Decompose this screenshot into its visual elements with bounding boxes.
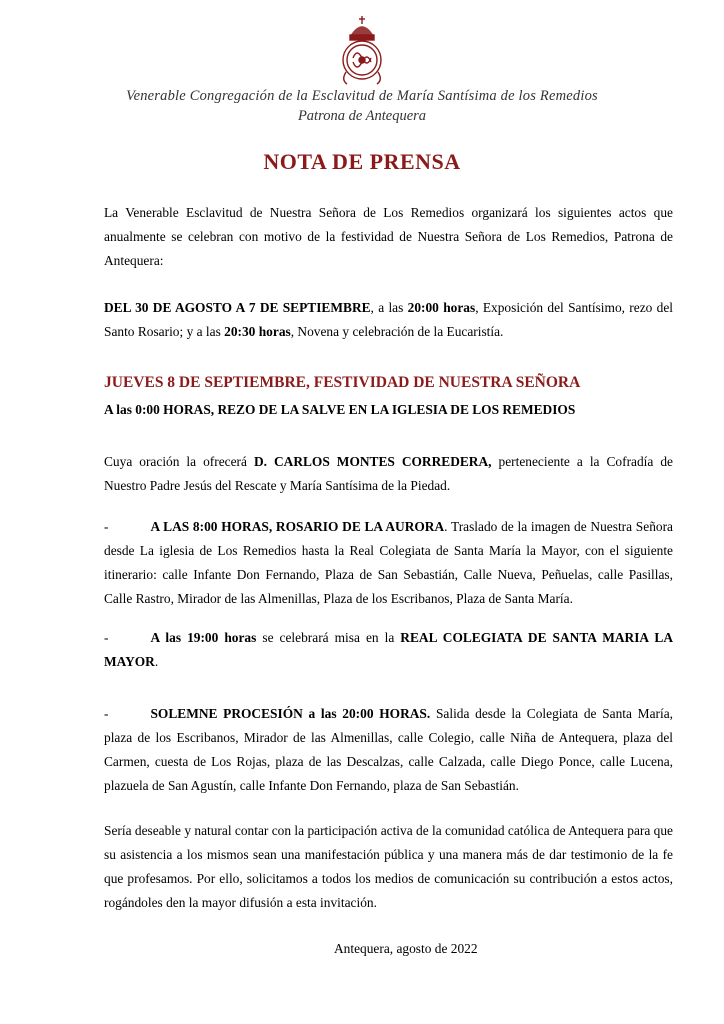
intro-paragraph (104, 201, 673, 273)
novena-text-1: , a las (370, 300, 408, 315)
item-text-end: . (154, 654, 159, 669)
item-text: Salida desde la Colegiata de Santa María, plaza de los Escribanos, Mirador de las Almenillas, calle Colegio, calle Niña de Antequera, plaza del Carmen, cuesta de Los Rojas, plaza de las Descalzas, calle Calzada, calle Diego Ponce, calle Lucena, plazuela de San Agustín, calle Infante Don Fernando, plaza de San Sebastián. (104, 706, 673, 793)
page-title: NOTA DE PRENSA (263, 149, 461, 174)
intro-text: La Venerable Esclavitud de Nuestra Señora de Los Remedios organizará los siguientes actos que anualmente se celebran con motivo de la festividad de Nuestra Señora de Los Remedios, Patrona de Antequera: (104, 205, 673, 268)
organization-name: Venerable Congregación de la Esclavitud de María Santísima de los Remedios (126, 88, 598, 104)
item-place: REAL COLEGIATA DE SANTA MARIA LA MAYOR (104, 630, 673, 669)
feast-heading: JUEVES 8 DE SEPTIEMBRE, FESTIVIDAD DE NUESTRA SEÑORA (104, 374, 581, 391)
salve-text-1: Cuya oración la ofrecerá (104, 454, 254, 469)
novena-text-2: , Exposición del Santísimo, rezo del Santo Rosario; y a las (104, 300, 673, 339)
novena-time-1: 20:00 horas (407, 300, 476, 315)
salve-paragraph (104, 450, 673, 498)
item-text: . Traslado de la imagen de Nuestra Señora desde La iglesia de Los Remedios hasta la Real Colegiata de Santa María la Mayor, con el siguiente itinerario: calle Infante Don Fernando, Plaza de San Sebastián, Calle Nueva, Peñuelas, calle Pasillas, Calle Rastro, Mirador de las Almenillas, Plaza de los Escribanos, Plaza de Santa María. (104, 519, 673, 606)
speaker-name: D. CARLOS MONTES CORREDERA, (253, 454, 492, 469)
novena-time-2: 20:30 horas (224, 324, 291, 339)
item-heading: A LAS 8:00 HORAS, ROSARIO DE LA AURORA (150, 519, 445, 534)
novena-text-3: , Novena y celebración de la Eucaristía. (290, 324, 504, 339)
list-item (104, 626, 673, 674)
bullet-dash: - (104, 519, 109, 534)
closing-text: Sería deseable y natural contar con la participación activa de la comunidad católica de Antequera para que su asistencia a los mismos sean una manifestación pública y una manera más de dar testimonio de la fe que profesamos. Por ello, solicitamos a todos los medios de comunicación su contribución a estos actos, rogándoles den la mayor difusión a esta invitación. (104, 823, 673, 910)
salve-text-2: perteneciente a la Cofradía de Nuestro Padre Jesús del Rescate y María Santísima de la Piedad. (104, 454, 673, 493)
item-heading: SOLEMNE PROCESIÓN a las 20:00 HORAS. (150, 706, 431, 721)
list-item (104, 515, 673, 611)
item-heading: A las 19:00 horas (150, 630, 257, 645)
crest-icon (333, 14, 391, 86)
signature-line: Antequera, agosto de 2022 (334, 941, 478, 956)
novena-dates: DEL 30 DE AGOSTO A 7 DE SEPTIEMBRE (104, 300, 371, 315)
salve-heading: A las 0:00 HORAS, REZO DE LA SALVE EN LA IGLESIA DE LOS REMEDIOS (104, 402, 576, 417)
bullet-dash: - (104, 706, 109, 721)
item-text: se celebrará misa en la (256, 630, 401, 645)
list-item (104, 702, 673, 798)
patron-line: Patrona de Antequera (297, 108, 427, 124)
novena-paragraph (104, 296, 673, 344)
closing-paragraph (104, 819, 673, 915)
bullet-dash: - (104, 630, 109, 645)
